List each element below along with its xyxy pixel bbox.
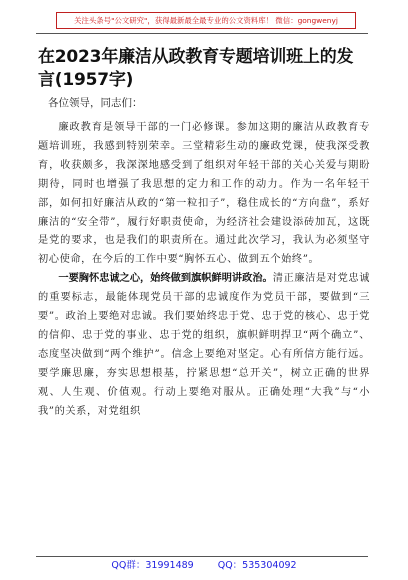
qq-group-number: QQ群：31991489 [111, 560, 194, 571]
promo-banner: 关注头条号"公文研究"，获得最新最全最专业的公文资料库！ 微信：gongwenyj [56, 12, 356, 29]
footer [0, 559, 408, 573]
footer-divider [36, 556, 368, 557]
paragraph: 廉政教育是领导干部的一门必修课。参加这期的廉洁从政教育专题培训班，我感到特别荣幸。三堂精彩生动的廉政党课，使我深受教育，收获颇多，我深深地感受到了组织对年轻干部的关心关爱与期盼期待，同时也增强了我思想的定力和工作的动力。作为一名年轻干部，如何扣好廉洁从政的“第一粒扣子”，稳住成长的“方向盘”，系好廉洁的“安全带”，履行好职责使命，为经济社会建设添砖加瓦，这既是党的要求，也是我们的职责所在。通过此次学习，我认为必须坚守初心使命，在今后的工作中要“胸怀五心、做到五个始终”。 [38, 122, 370, 266]
paragraph [38, 270, 370, 421]
document-title: 在2023年廉洁从政教育专题培训班上的发言(1957字) [38, 47, 354, 90]
paragraph-text: 清正廉洁是对党忠诚的重要标志，最能体现党员干部的忠诚度作为党员干部，要做到“三要”。政治上要绝对忠诚。我们要始终忠于党、忠于党的核心、忠于党的信仰、忠于党的事业、忠于党的组织，旗帜鲜明捍卫“两个确立”、态度坚决做到“两个维护”。信念上要绝对坚定。心有所信方能行远。要学廉思廉，夯实思想根基，拧紧思想“总开关”，树立正确的世界观、人生观、价值观。行动上要绝对服从。正确处理“大我”与“小我”的关系，对党组织 [38, 273, 370, 417]
qq-number: QQ：535304092 [217, 560, 297, 571]
document-body [38, 119, 370, 422]
section-heading: 一要胸怀忠诚之心，始终做到旗帜鲜明讲政治。 [58, 273, 273, 285]
salutation: 各位领导，同志们： [48, 97, 143, 109]
header-divider [36, 33, 368, 34]
